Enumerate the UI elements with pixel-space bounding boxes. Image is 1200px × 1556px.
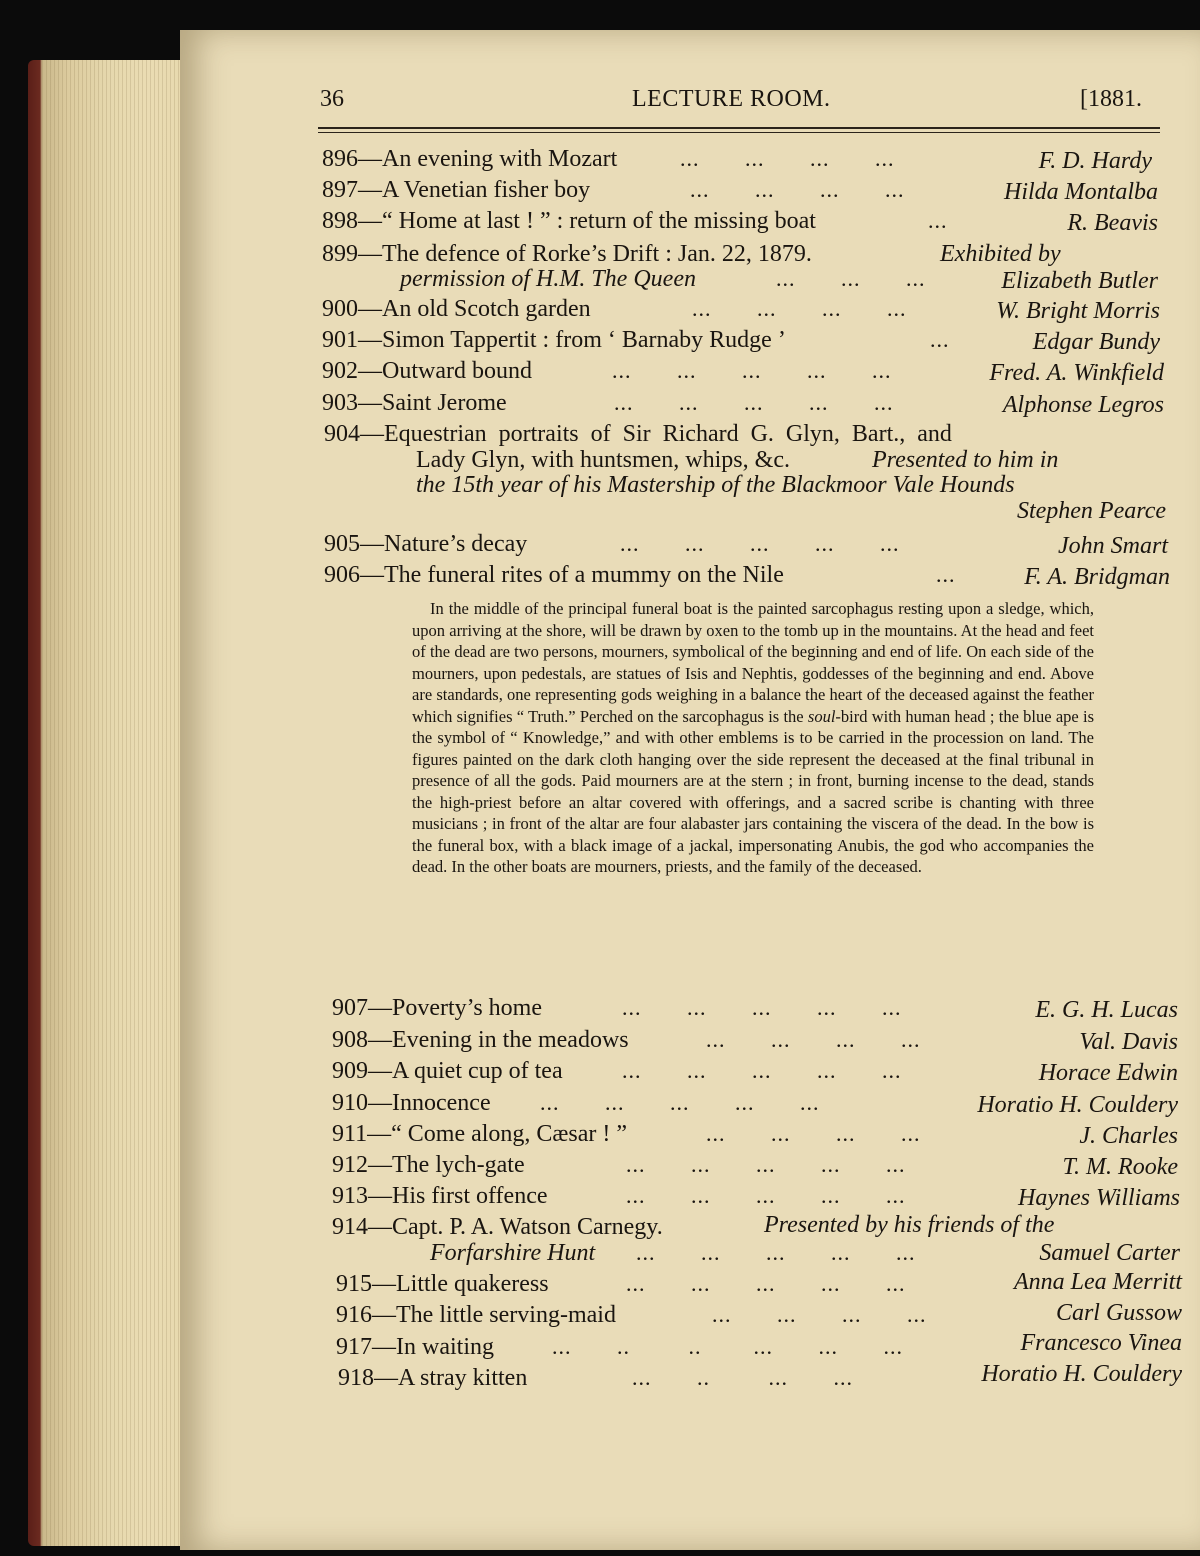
entry-continuation: Lady Glyn, with huntsmen, whips, &c. <box>416 447 790 473</box>
entry-artist: Horatio H. Couldery <box>977 1092 1178 1118</box>
entry-artist: Horatio H. Couldery <box>981 1361 1182 1387</box>
entry-title: 917—In waiting <box>336 1334 494 1360</box>
entry-title: 898—“ Home at last ! ” : return of the missing boat <box>322 208 816 234</box>
entry-artist: Francesco Vinea <box>1020 1330 1182 1356</box>
entry-title: 910—Innocence <box>332 1090 491 1116</box>
entry-note: Presented to him in <box>872 447 1059 473</box>
entry-note: Exhibited by <box>940 241 1061 267</box>
entry-title: 907—Poverty’s home <box>332 995 542 1021</box>
entry-artist: F. D. Hardy <box>1038 148 1152 174</box>
leader-dots: ... ... ... ... <box>706 1027 921 1052</box>
entry-title: 900—An old Scotch garden <box>322 296 591 322</box>
description-text-2: -bird with human head ; the blue ape is the symbol of “ Knowledge,” and with other emblems is to be carried in the procession on land. The figures painted on the dark cloth hanging over the side represent the deceased at the final tribunal in presence of all the gods. Paid mourners are at the stern ; in front, burning incense to the dead, stands the high-priest before an altar covered with offerings, and a sacred scribe is chanting with three musicians ; in front of the altar are four alabaster jars containing the viscera of the dead. In the bow is the funeral box, with a black image of a jackal, impersonating Anubis, the god who accompanies the dead. In the other boats are mourners, priests, and the family of the deceased. <box>412 706 1095 876</box>
entry-title: 916—The little serving-maid <box>336 1302 616 1328</box>
leader-dots: ... ... ... ... ... <box>620 531 900 556</box>
entry-title: 913—His first offence <box>332 1183 548 1209</box>
entry-title: 914—Capt. P. A. Watson Carnegy. <box>332 1214 663 1240</box>
entry-title: 901—Simon Tappertit : from ‘ Barnaby Rudge ’ <box>322 327 786 353</box>
entry-artist: John Smart <box>1058 533 1168 559</box>
leader-dots: ... ... ... ... <box>712 1302 927 1327</box>
leader-dots: ... <box>930 327 950 352</box>
description-italic: soul <box>807 706 836 726</box>
entry-title: 904—Equestrian portraits of Sir Richard G. Glyn, Bart., and <box>324 421 952 447</box>
entry-continuation: Forfarshire Hunt <box>430 1240 596 1266</box>
leader-dots: ... ... ... ... ... <box>614 390 894 415</box>
entry-title: 906—The funeral rites of a mummy on the Nile <box>324 562 784 588</box>
page-year: [1881. <box>1080 86 1142 112</box>
entry-artist: Samuel Carter <box>1039 1240 1180 1266</box>
entry-artist: Val. Davis <box>1079 1029 1178 1055</box>
leader-dots: ... .. .. ... ... ... <box>552 1334 903 1359</box>
entry-title: 897—A Venetian fisher boy <box>322 177 591 203</box>
book-page-edges <box>28 60 183 1546</box>
entry-title: 908—Evening in the meadows <box>332 1027 629 1053</box>
page-number: 36 <box>320 86 344 112</box>
entry-artist: R. Beavis <box>1067 210 1158 236</box>
entry-title: 903—Saint Jerome <box>322 390 507 416</box>
entry-title: 902—Outward bound <box>322 358 532 384</box>
leader-dots: ... ... ... ... <box>690 177 905 202</box>
entry-artist: F. A. Bridgman <box>1024 564 1170 590</box>
entry-continuation: permission of H.M. The Queen <box>400 266 696 292</box>
leader-dots: ... ... ... ... ... <box>612 358 892 383</box>
entry-title: 896—An evening with Mozart <box>322 146 618 172</box>
entry-title: 918—A stray kitten <box>338 1365 528 1391</box>
leader-dots: ... ... ... <box>776 266 926 291</box>
entry-title: 912—The lych-gate <box>332 1152 525 1178</box>
entry-artist: Carl Gussow <box>1055 1300 1182 1326</box>
leader-dots: ... ... ... ... ... <box>540 1090 820 1115</box>
page-title: LECTURE ROOM. <box>632 86 831 112</box>
entry-title: 909—A quiet cup of tea <box>332 1058 563 1084</box>
entry-title: 899—The defence of Rorke’s Drift : Jan. 22, 1879. <box>322 241 812 267</box>
entry-artist: E. G. H. Lucas <box>1035 997 1178 1023</box>
leader-dots: ... ... ... ... <box>692 296 907 321</box>
header-rule-top <box>318 127 1160 129</box>
leader-dots: ... ... ... ... ... <box>626 1152 906 1177</box>
entry-artist: Alphonse Legros <box>1002 392 1164 418</box>
leader-dots: ... ... ... ... ... <box>622 1058 902 1083</box>
header-rule-bottom <box>318 132 1160 133</box>
entry-note: Presented by his friends of the <box>764 1212 1055 1238</box>
leader-dots: ... .. ... ... <box>632 1365 853 1390</box>
leader-dots: ... ... ... ... <box>706 1121 921 1146</box>
leader-dots: ... <box>936 562 956 587</box>
entry-artist: Anna Lea Merritt <box>1014 1269 1182 1295</box>
entry-artist: Stephen Pearce <box>1016 498 1166 524</box>
entry-artist: Haynes Williams <box>1018 1185 1180 1211</box>
entry-artist: W. Bright Morris <box>996 298 1160 324</box>
leader-dots: ... <box>928 208 948 233</box>
entry-artist: Elizabeth Butler <box>1001 268 1158 294</box>
entry-title: 915—Little quakeress <box>336 1271 549 1297</box>
leader-dots: ... ... ... ... ... <box>622 995 902 1020</box>
entry-artist: Hilda Montalba <box>1004 179 1158 205</box>
entry-artist: Edgar Bundy <box>1032 329 1160 355</box>
entry-description <box>412 598 1094 878</box>
leader-dots: ... ... ... ... <box>680 146 895 171</box>
entry-title: 905—Nature’s decay <box>324 531 528 557</box>
entry-artist: Horace Edwin <box>1038 1060 1178 1086</box>
leader-dots: ... ... ... ... ... <box>636 1240 916 1265</box>
entry-continuation: the 15th year of his Mastership of the Blackmoor Vale Hounds <box>416 472 1015 498</box>
entry-artist: Fred. A. Winkfield <box>989 360 1164 386</box>
entry-artist: T. M. Rooke <box>1062 1154 1178 1180</box>
leader-dots: ... ... ... ... ... <box>626 1183 906 1208</box>
entry-artist: J. Charles <box>1079 1123 1178 1149</box>
leader-dots: ... ... ... ... ... <box>626 1271 906 1296</box>
description-text-1: In the middle of the principal funeral boat is the painted sarcophagus resting upon a sledge, which, upon arriving at the shore, will be drawn by oxen to the tomb up in the mountains. At the head and feet of the dead are two persons, mourners, symbolical of the beginning and end of life. On each side of the mourners, upon pedestals, are statues of Isis and Nephtis, goddesses of the beginning and end. Above are standards, one representing gods weighing in a balance the heart of the deceased against the feather which signifies “ Truth.” Perched on the sarcophagus is the <box>412 599 1094 726</box>
entry-title: 911—“ Come along, Cæsar ! ” <box>332 1121 628 1147</box>
